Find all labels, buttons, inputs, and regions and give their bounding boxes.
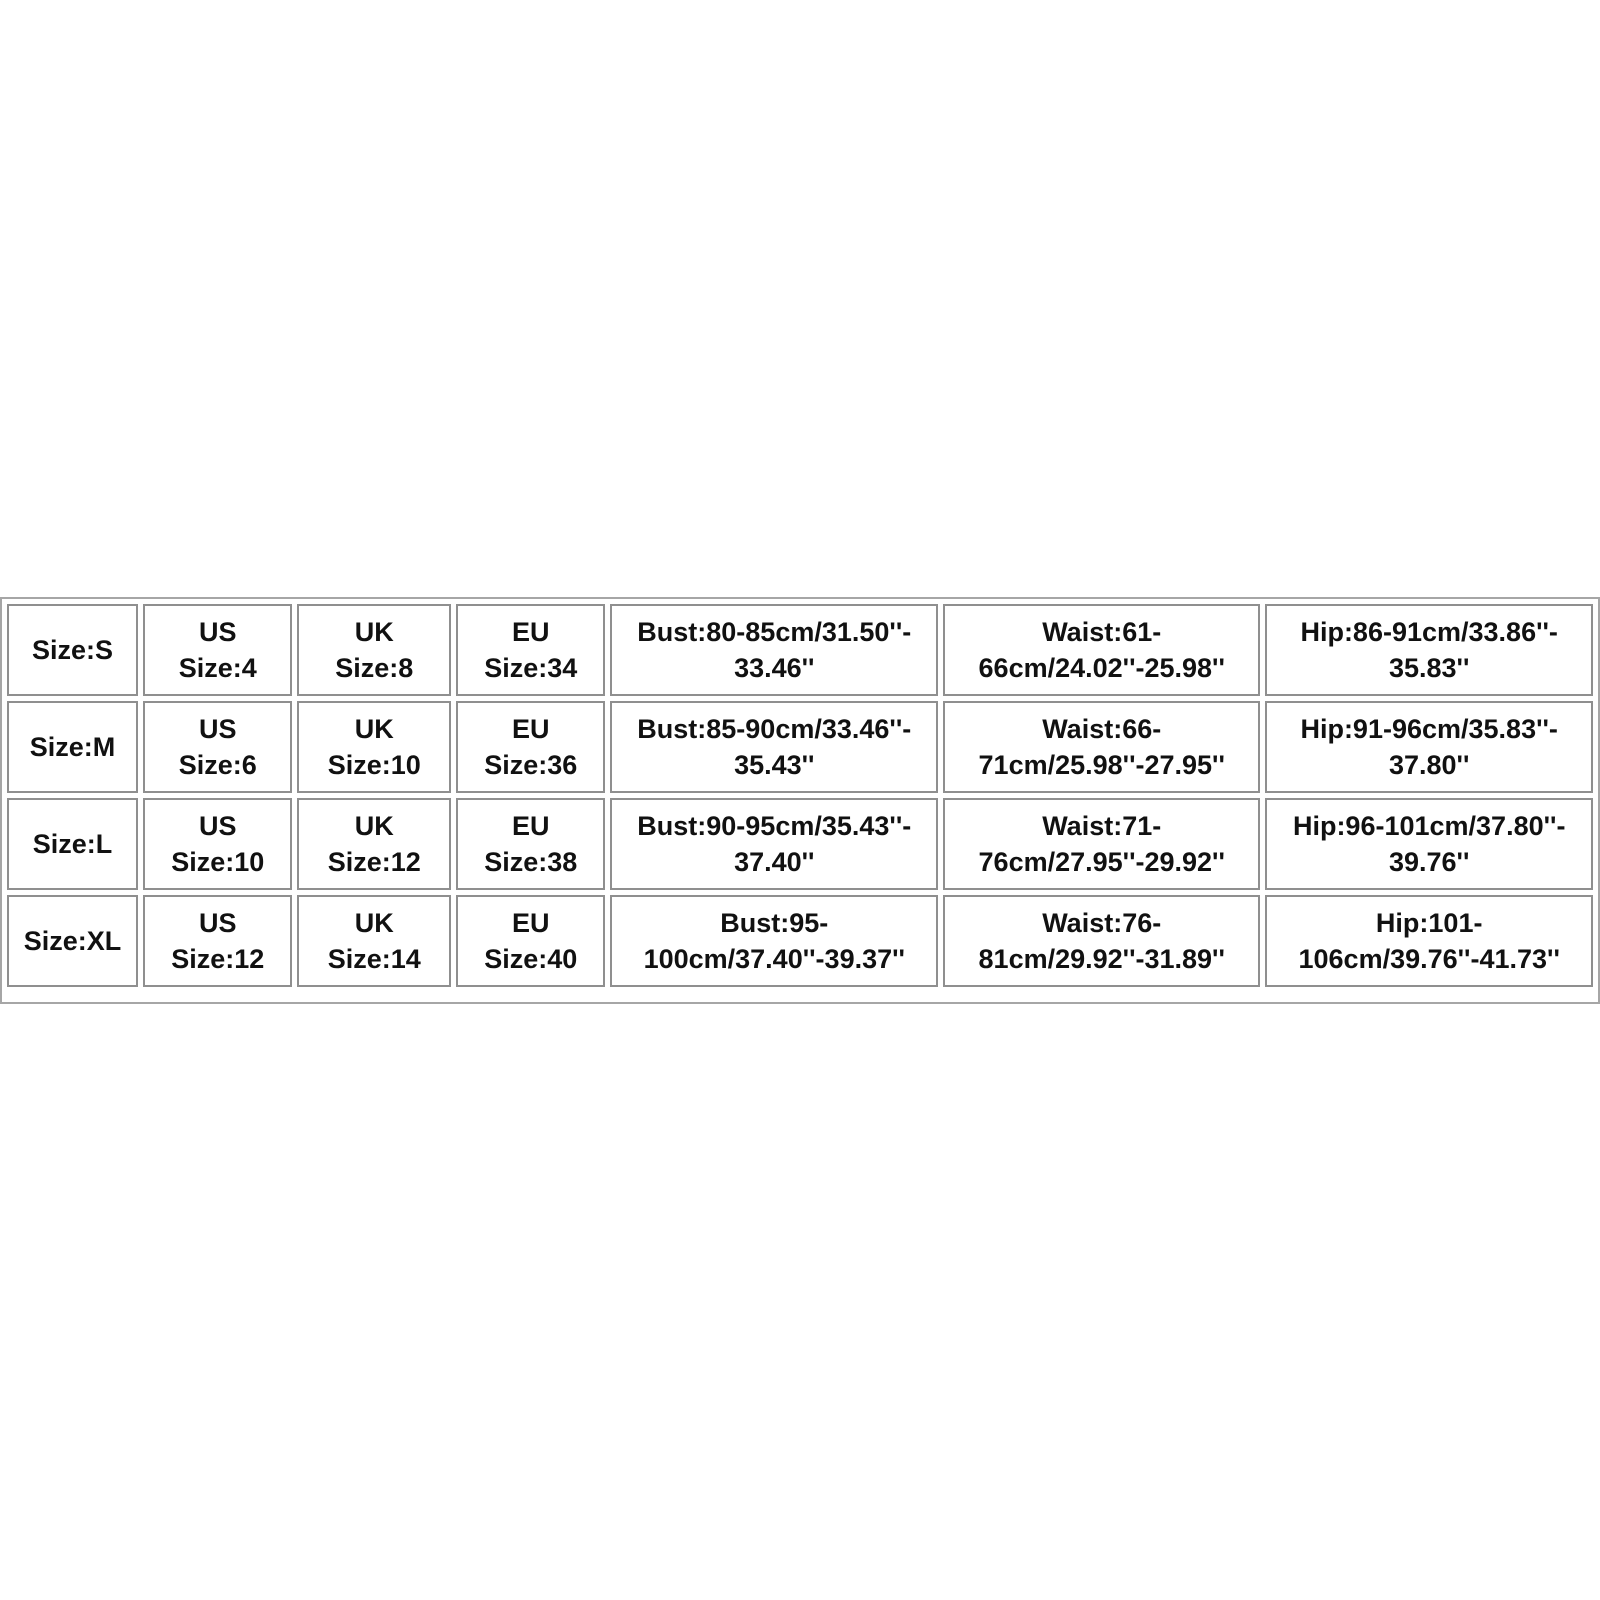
eu-size-cell: EU Size:40 — [456, 895, 605, 987]
size-cell: Size:XL — [7, 895, 138, 987]
size-cell: Size:L — [7, 798, 138, 890]
size-row-l — [7, 798, 1593, 890]
size-cell: Size:M — [7, 701, 138, 793]
waist-cell: Waist:71- 76cm/27.95''-29.92'' — [943, 798, 1260, 890]
bust-cell: Bust:90-95cm/35.43''- 37.40'' — [610, 798, 938, 890]
hip-cell: Hip:96-101cm/37.80''- 39.76'' — [1265, 798, 1593, 890]
uk-size-cell: UK Size:12 — [297, 798, 451, 890]
eu-size-cell: EU Size:34 — [456, 604, 605, 696]
bust-cell: Bust:95- 100cm/37.40''-39.37'' — [610, 895, 938, 987]
size-chart-table — [2, 599, 1598, 992]
hip-cell: Hip:91-96cm/35.83''- 37.80'' — [1265, 701, 1593, 793]
eu-size-cell: EU Size:38 — [456, 798, 605, 890]
waist-cell: Waist:66- 71cm/25.98''-27.95'' — [943, 701, 1260, 793]
us-size-cell: US Size:10 — [143, 798, 292, 890]
waist-cell: Waist:61- 66cm/24.02''-25.98'' — [943, 604, 1260, 696]
size-chart — [0, 597, 1600, 1004]
uk-size-cell: UK Size:8 — [297, 604, 451, 696]
waist-cell: Waist:76- 81cm/29.92''-31.89'' — [943, 895, 1260, 987]
us-size-cell: US Size:12 — [143, 895, 292, 987]
size-cell: Size:S — [7, 604, 138, 696]
size-row-s — [7, 604, 1593, 696]
us-size-cell: US Size:4 — [143, 604, 292, 696]
bust-cell: Bust:80-85cm/31.50''- 33.46'' — [610, 604, 938, 696]
hip-cell: Hip:86-91cm/33.86''- 35.83'' — [1265, 604, 1593, 696]
hip-cell: Hip:101- 106cm/39.76''-41.73'' — [1265, 895, 1593, 987]
size-row-xl — [7, 895, 1593, 987]
bust-cell: Bust:85-90cm/33.46''- 35.43'' — [610, 701, 938, 793]
uk-size-cell: UK Size:14 — [297, 895, 451, 987]
eu-size-cell: EU Size:36 — [456, 701, 605, 793]
us-size-cell: US Size:6 — [143, 701, 292, 793]
uk-size-cell: UK Size:10 — [297, 701, 451, 793]
size-row-m — [7, 701, 1593, 793]
